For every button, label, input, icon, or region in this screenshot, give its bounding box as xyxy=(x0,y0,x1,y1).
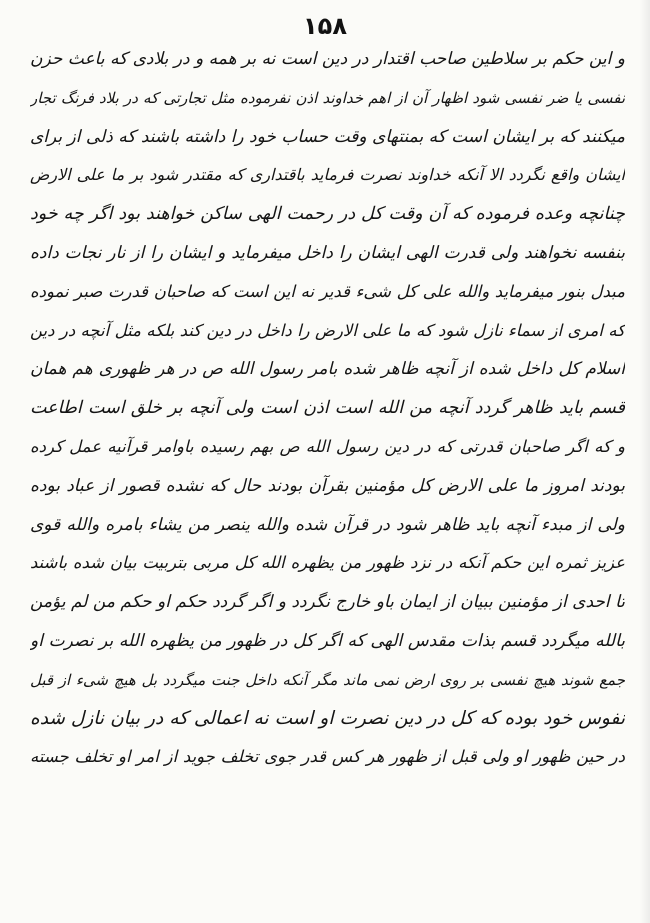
text-line-16: بالله میگردد قسم بذات مقدس الهی که اگر کل در ظهور من یظهره الله بر نصرت او xyxy=(30,630,625,651)
text-line-11: و که اگر صاحبان قدرتی که در دین رسول الله ص بهم رسیده باوامر قرآنیه عمل کرده xyxy=(30,436,625,456)
text-line-9: اسلام کل داخل شده از آنچه ظاهر شده بامر رسول الله ص در هر ظهوری هم همان xyxy=(30,359,625,380)
text-line-18: نفوس خود بوده که کل در دین نصرت او است نه اعمالی که در بیان نازل شده xyxy=(30,707,625,729)
page-edge-shadow xyxy=(640,0,650,923)
text-line-8: که امری از سماء نازل شود که ما علی الارض را داخل در دین کند بلکه مثل آنچه در دین xyxy=(30,320,625,340)
text-line-3: میکنند که بر ایشان است که بمنتهای وقت حساب خود را داشته باشند که ذلی از برای xyxy=(30,126,625,147)
text-line-2: نفسی یا ضر نفسی شود اظهار آن از اهم خداوند اذن نفرموده مثل تجارتی که در بلاد فرنگ تجار xyxy=(30,88,625,107)
text-line-10: قسم باید ظاهر گردد آنچه من الله است اذن است ولی آنچه بر خلق است اطاعت xyxy=(30,398,625,419)
text-line-1: و این حکم بر سلاطین صاحب اقتدار در دین است نه بر همه و در بلادی که باعث حزن xyxy=(30,49,625,69)
text-line-4: ایشان واقع نگردد الا آنکه خداوند نصرت فرماید باقتداری که مقتدر شود بر ما علی الارض xyxy=(30,165,625,185)
text-line-12: بودند امروز ما علی الارض کل مؤمنین بقرآن بودند حال که نشده قصور از عباد بوده xyxy=(30,475,625,496)
text-line-7: مبدل بنور میفرماید والله علی کل شیء قدیر نه این است که صاحبان قدرت صبر نموده xyxy=(30,281,625,301)
page-number: ۱۵۸ xyxy=(303,12,347,40)
manuscript-text-block xyxy=(30,40,625,777)
text-line-13: ولی از مبدء آنچه باید ظاهر شود در قرآن شده والله ینصر من یشاء بامره والله قوی xyxy=(30,514,625,535)
text-line-14: عزیز ثمره این حکم آنکه در نزد ظهور من یظهره الله کل مربی بتربیت بیان شده باشند xyxy=(30,553,625,573)
text-line-17: جمع شوند هیچ نفسی بر روی ارض نمی ماند مگر آنکه داخل جنت میگردد بل هیچ شیء از قبل xyxy=(30,670,625,689)
text-line-15: تا احدی از مؤمنین ببیان از ایمان باو خارج نگردد و اگر گردد حکم او حکم من لم یؤمن xyxy=(30,592,625,613)
text-line-6: بنفسه نخواهند ولی قدرت الهی ایشان را داخل میفرماید و ایشان را از نار نجات داده xyxy=(30,242,625,263)
text-line-5: چنانچه وعده فرموده که آن وقت کل در رحمت الهی ساکن خواهند بود اگر چه خود xyxy=(30,204,625,225)
text-line-19: در حین ظهور او ولی قبل از ظهور هر کس قدر جوی تخلف جوید از امر او تخلف جسته xyxy=(30,747,625,767)
